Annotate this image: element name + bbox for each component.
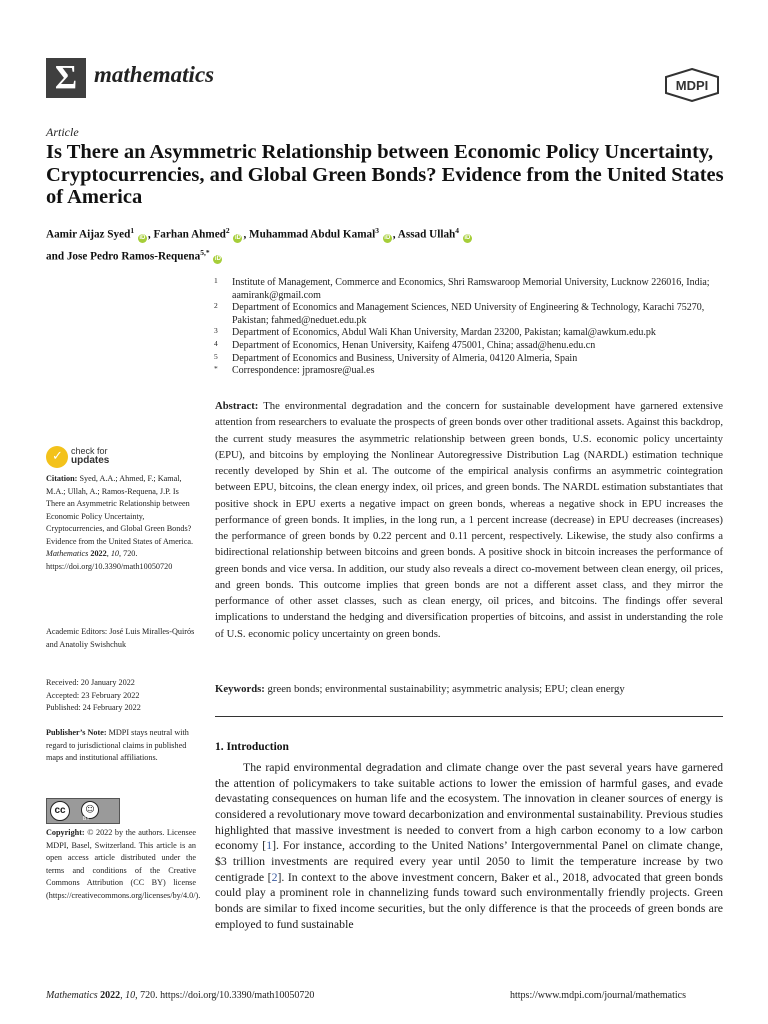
keywords: [215, 682, 723, 696]
author-name[interactable]: and Jose Pedro Ramos-Requena: [46, 250, 201, 263]
affiliation-item: [214, 302, 734, 327]
sigma-icon: Σ: [54, 59, 78, 96]
author-sep: ,: [147, 228, 154, 241]
section-heading: 1. Introduction: [215, 741, 289, 753]
citation-block: [46, 473, 196, 573]
orcid-icon[interactable]: iD: [384, 234, 391, 241]
check-label: check for: [71, 446, 108, 456]
footer-citation: [46, 990, 314, 1001]
author-affil-sup: 4: [455, 226, 460, 235]
affiliation-text: Department of Economics, Henan University, Kaifeng 475001, China; assad@henu.edu.cn: [232, 339, 596, 351]
affiliation-num: 1: [214, 276, 218, 285]
footer-journal: Mathematics: [46, 990, 98, 1001]
citation-link[interactable]: 1: [266, 838, 273, 853]
affiliation-item: [214, 353, 734, 366]
academic-editors: Academic Editors: José Luis Miralles-Quirós and Anatoliy Swishchuk: [46, 627, 195, 649]
footer-journal-url[interactable]: https://www.mdpi.com/journal/mathematics: [510, 990, 686, 1001]
author-sep: ,: [392, 228, 398, 241]
article-type: Article: [46, 125, 79, 139]
correspondence-text: Correspondence: jpramosre@ual.es: [232, 365, 375, 377]
updates-label: updates: [71, 455, 110, 466]
copyright-block: [46, 827, 201, 902]
keywords-text: green bonds; environmental sustainability; asymmetric analysis; EPU; clean energy: [264, 683, 625, 695]
affiliation-text: Department of Economics and Business, University of Almeria, 04120 Almeria, Spain: [232, 352, 578, 364]
author-affil-sup: 3: [375, 226, 379, 235]
citation-journal: Mathematics: [46, 549, 89, 559]
author-name[interactable]: Assad Ullah: [397, 228, 456, 241]
affiliation-item: [214, 327, 734, 340]
copyright-label: Copyright:: [46, 828, 85, 837]
affiliation-text: Department of Economics and Management Sciences, NED University of Engineering & Technology, Karachi 75270, Pakistan; fahmed@neduet.edu.pk: [232, 302, 705, 326]
citation-year: 2022: [88, 549, 107, 559]
dates-block: [46, 677, 196, 715]
journal-logo: [46, 58, 86, 98]
cc-icon: cc: [50, 801, 70, 821]
author-affil-sup: 1: [130, 226, 135, 235]
affiliation-num: 3: [214, 326, 218, 336]
affiliation-item: [214, 340, 734, 353]
mdpi-logo-text: MDPI: [675, 78, 709, 93]
affiliation-num: 2: [214, 301, 218, 311]
section-divider: [215, 716, 723, 717]
affiliations: [214, 277, 734, 378]
footer-volume: , 10: [120, 990, 136, 1001]
attribution-person-icon: ☺: [81, 801, 99, 819]
intro-text: ]. For instance, according to the United Nations’ Intergovernmental Panel on climate change, $3 trillion investments are required every year until 2050 to limit the temperature increase by two centigrade [: [215, 838, 724, 884]
abstract-text: The environmental degradation and the concern for sustainable development have garnered extensive attention from researchers to evaluate the prospects of green bonds over other traditional assets. Against this backdrop, the current study measures the asymmetric relationship between green bonds, U.S. economic policy uncertainty (EPU), and bitcoins by employing the Nonlinear Autoregressive Distribution Lag (NARDL) estimation technique recently developed by Shin et al. The outcome of the empirical analysis confirms an asymmetric cointegration between EPU, bitcoins, the clean energy index, oil prices, and green bonds. The NARDL estimation substantiates that positive shock in EPU exerts a negative impact on green bonds, whereas a negative shock in EPU increases the performance of green bonds. It implies, in the long run, a 1 percent increase (decrease) in EPU decreases (increases) the performance of green bonds by 0.22 percent and 0.11 percent, respectively. Likewise, the study also confirms a bidirectional relationship between bitcoins and green bonds. A positive shock in bitcoin increases the performance of green bonds and vice versa. In addition, our study also reveals a direct co-movement between clean energy, oil prices, and green bonds. This outcome implies that green bonds are not a different asset class, and they mirror the performance of other asset classes, such as clean energy, oil prices, and bitcoins. The findings offer several implications to understand the hedging and diversification properties of bitcoins, and assist in understanding the role of U.S. economic policy uncertainty on green bonds.: [215, 400, 723, 640]
accepted-date: Accepted: 23 February 2022: [46, 690, 140, 700]
affiliation-num: 4: [214, 338, 218, 348]
copyright-text: © 2022 by the authors. Licensee MDPI, Basel, Switzerland. This article is an open access article distributed under the terms and conditions of the Creative Commons Attribution (CC BY) license (https://creativecommons.org/licenses/by/4.0/).: [46, 828, 201, 900]
intro-text: The rapid environmental degradation and climate change over the past several years have garnered the attention of policymakers to take suitable actions to lower the emission of harmful gases, and evade devastating consequences on human life and the ecosystem. The innovation in cleaner sources of energy is considered a revolutionary move toward decarbonization and environmental sustainability. Previous studies highlighted that massive investment is needed to convert from a high carbon economy to a low carbon economy [: [215, 760, 724, 853]
orcid-icon[interactable]: iD: [234, 234, 241, 241]
journal-name: mathematics: [94, 62, 215, 87]
citation-text: Syed, A.A.; Ahmed, F.; Kamal, M.A.; Ullah, A.; Ramos-Requena, J.P. Is There an Asymmetric Relationship between Economic Policy Uncertainty, Cryptocurrencies, and Global Green Bonds? Evidence from the United States of America.: [46, 474, 194, 546]
author-name[interactable]: Farhan Ahmed: [153, 228, 226, 241]
affiliation-text: Department of Economics, Abdul Wali Khan University, Mardan 23200, Pakistan; kamal@awkum.edu.pk: [232, 327, 656, 339]
author-affil-sup: 2: [225, 226, 230, 235]
intro-paragraph: [215, 760, 723, 932]
mdpi-logo-icon: [664, 68, 720, 102]
orcid-icon[interactable]: iD: [464, 234, 471, 241]
affiliation-num: 5: [214, 351, 218, 361]
citation-label: Citation:: [46, 474, 78, 483]
citation-doi[interactable]: , 720. https://doi.org/10.3390/math10050720: [46, 549, 173, 571]
affiliation-item: [214, 277, 734, 302]
abstract: [215, 398, 723, 642]
author-name[interactable]: Aamir Aijaz Syed: [46, 228, 131, 241]
author-list: [46, 222, 736, 265]
orcid-icon[interactable]: iD: [214, 256, 221, 263]
citation-volume: , 10: [106, 549, 119, 559]
publisher-note-label: Publisher’s Note:: [46, 728, 107, 737]
footer-year: 2022: [97, 990, 121, 1001]
by-label: BY: [83, 816, 90, 822]
footer-doi[interactable]: , 720. https://doi.org/10.3390/math10050720: [135, 990, 315, 1001]
publisher-note: [46, 727, 196, 765]
affiliation-num: *: [214, 364, 218, 374]
cc-by-license-badge[interactable]: [46, 798, 120, 824]
published-date: Published: 24 February 2022: [46, 703, 141, 713]
checkmark-icon: ✓: [52, 449, 63, 464]
orcid-icon[interactable]: iD: [139, 234, 146, 241]
keywords-label: Keywords:: [215, 683, 265, 695]
mdpi-logo: [664, 68, 720, 107]
correspondence: [214, 365, 734, 378]
author-name[interactable]: Muhammad Abdul Kamal: [249, 228, 376, 241]
abstract-label: Abstract:: [215, 400, 259, 412]
intro-text: ]. In context to the above investment concern, Baker et al., 2018, advocated that green bonds could play a prominent role in channelizing funds toward such environmentally friendly projects. Green bonds are similar to fixed income securities, but the only difference is that the proceeds of green bonds are employed to fund sustainable: [215, 869, 723, 931]
citation-link[interactable]: 2: [271, 869, 278, 884]
affiliation-text: Institute of Management, Commerce and Economics, Shri Ramswaroop Memorial University, Lucknow 226016, India; aamirank@gmail.com: [232, 277, 710, 301]
received-date: Received: 20 January 2022: [46, 678, 135, 687]
publisher-note-text: MDPI stays neutral with regard to jurisdictional claims in published maps and institutional affiliations.: [46, 728, 189, 763]
author-sep: ,: [243, 228, 250, 241]
author-affil-sup: 5,*: [200, 247, 210, 257]
paper-title: Is There an Asymmetric Relationship between Economic Policy Uncertainty, Cryptocurrencies, and Global Green Bonds? Evidence from the United States of America: [46, 141, 724, 208]
